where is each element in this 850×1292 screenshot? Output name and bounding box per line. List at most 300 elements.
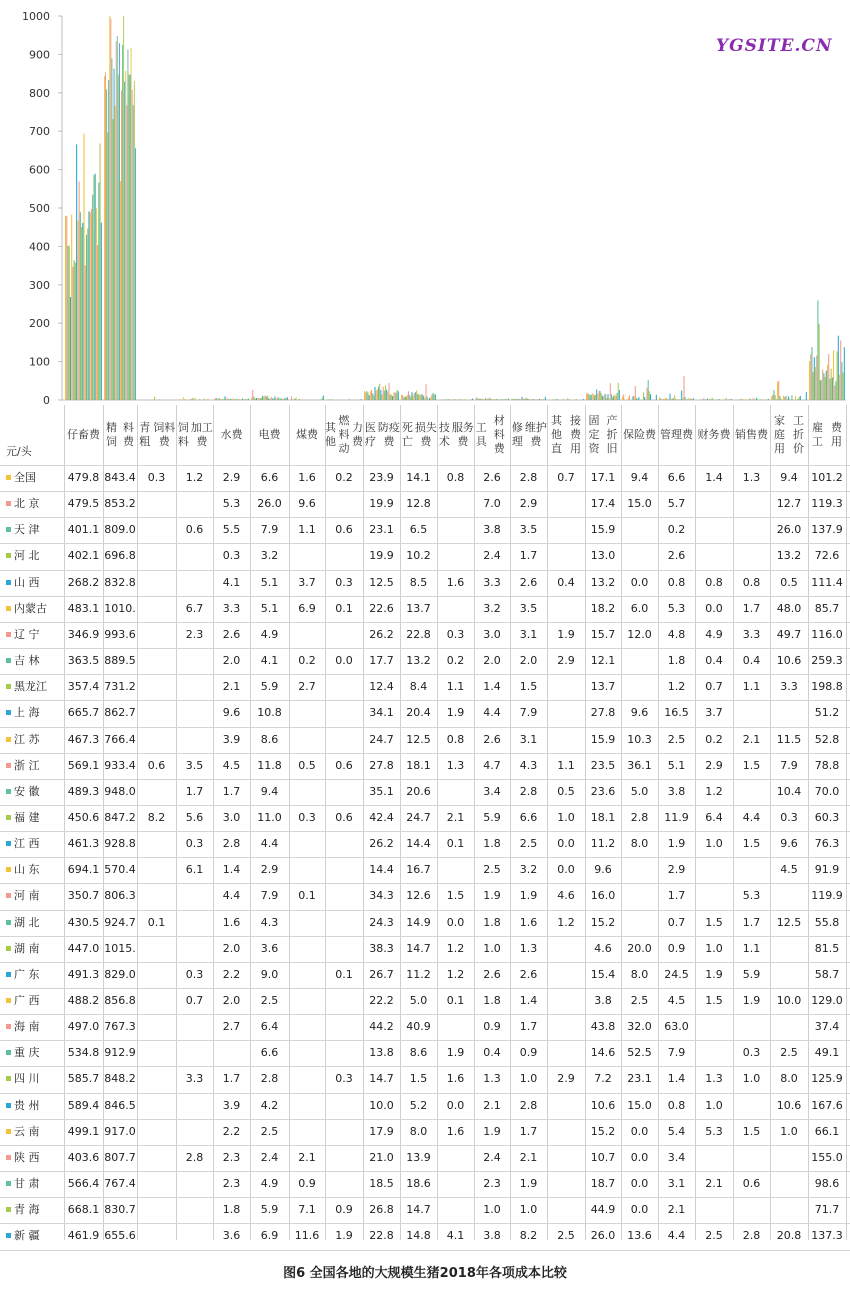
- bar: [278, 397, 279, 400]
- bar: [498, 399, 499, 400]
- legend-swatch: [6, 763, 11, 768]
- column-header-text: 饲料: [177, 421, 189, 448]
- table-cell: 1.8: [483, 994, 501, 1007]
- table-cell: 14.6: [590, 1046, 616, 1060]
- table-cell: 16.5: [664, 706, 689, 720]
- table-cell: [733, 1093, 770, 1119]
- table-cell: 766.4: [104, 732, 136, 746]
- table-cell: 18.2: [590, 601, 616, 615]
- bar: [689, 399, 690, 400]
- bar: [131, 48, 132, 400]
- column-header-text: 煤费: [296, 428, 318, 441]
- column-header-text: 料费: [123, 421, 134, 448]
- table-cell: 0.5: [780, 575, 798, 589]
- column-header: [213, 405, 250, 465]
- table-cell: 0.3: [222, 549, 241, 563]
- table-cell: 268.2: [67, 575, 100, 589]
- table-cell: 0.0: [446, 915, 465, 929]
- column-header-text: 维护费: [524, 421, 547, 448]
- table-cell: 479.8: [67, 471, 100, 484]
- table-cell: [289, 1093, 325, 1119]
- bar: [480, 399, 481, 400]
- bar: [834, 386, 835, 400]
- bar: [184, 399, 185, 400]
- bar: [520, 399, 521, 400]
- table-cell: [325, 622, 363, 648]
- row-label: 山 西: [14, 575, 40, 589]
- table-cell: 66.1: [814, 1124, 840, 1138]
- table-cell: [213, 1040, 250, 1066]
- bar: [833, 350, 834, 400]
- bar: [785, 396, 786, 400]
- bar: [586, 393, 587, 400]
- table-cell: 447.0: [67, 941, 100, 955]
- table-cell: 49.1: [814, 1046, 840, 1060]
- table-cell: [137, 779, 176, 805]
- table-cell: 1.5: [742, 758, 761, 772]
- table-cell: 2.6: [667, 549, 686, 563]
- bar: [753, 398, 754, 400]
- bar: [487, 398, 488, 400]
- bar: [543, 399, 544, 400]
- bar: [427, 397, 428, 400]
- bar: [433, 393, 434, 400]
- table-cell: [289, 727, 325, 753]
- bar: [257, 398, 258, 400]
- table-cell: 9.4: [780, 471, 798, 484]
- column-header-text: 电费: [258, 428, 281, 441]
- table-cell: [621, 648, 658, 674]
- bar: [79, 181, 80, 400]
- table-cell: 1.4: [483, 680, 501, 694]
- table-cell: [176, 1014, 213, 1040]
- table-cell: 60.3: [814, 810, 840, 824]
- table-cell: 14.1: [406, 471, 431, 484]
- bar: [283, 399, 284, 400]
- bar: [82, 223, 83, 400]
- table-cell: 14.7: [406, 1203, 431, 1217]
- bar: [246, 399, 247, 400]
- table-cell: 3.3: [222, 601, 241, 615]
- table-cell: 13.9: [406, 1150, 431, 1164]
- bar: [457, 399, 458, 400]
- bar: [707, 399, 708, 400]
- bar: [305, 399, 306, 400]
- bar: [538, 399, 539, 400]
- bar: [638, 397, 639, 400]
- table-cell: 16.7: [406, 863, 431, 877]
- y-tick-label: 500: [29, 202, 50, 215]
- bar: [219, 398, 220, 400]
- table-cell: 49.7: [776, 627, 802, 641]
- bar: [377, 389, 378, 400]
- table-cell: 5.1: [260, 601, 279, 615]
- table-cell: 167.6: [811, 1098, 843, 1112]
- table-cell: 2.5: [260, 1124, 279, 1138]
- y-tick-label: 400: [29, 240, 50, 254]
- row-label: 云 南: [14, 1124, 40, 1138]
- table-cell: 26.0: [257, 497, 282, 511]
- bar: [688, 398, 689, 400]
- table-cell: 1.7: [519, 1124, 538, 1138]
- bar: [531, 399, 532, 400]
- bar: [504, 399, 505, 400]
- bar: [459, 399, 460, 400]
- table-cell: 479.5: [67, 497, 100, 511]
- bar: [691, 399, 692, 400]
- table-cell: [695, 857, 733, 883]
- table-cell: 72.6: [814, 549, 840, 563]
- table-cell: 2.1: [298, 1150, 316, 1164]
- table-cell: 1.6: [298, 471, 316, 484]
- table-cell: 1.0: [519, 1072, 538, 1086]
- bar: [594, 395, 595, 400]
- table-cell: [695, 491, 733, 517]
- column-header-text: 仔畜费: [67, 428, 100, 441]
- table-cell: 101.2: [811, 471, 843, 484]
- bar: [606, 398, 607, 400]
- bar: [319, 399, 320, 400]
- table-cell: 4.1: [446, 1229, 465, 1243]
- bar: [349, 399, 350, 400]
- bar: [485, 398, 486, 400]
- bar: [419, 394, 420, 400]
- legend-swatch: [6, 920, 11, 925]
- bar: [784, 397, 785, 400]
- table-cell: 6.4: [260, 1020, 279, 1034]
- bar: [270, 399, 271, 400]
- table-cell: 2.6: [483, 471, 501, 484]
- bar: [839, 375, 840, 400]
- table-cell: 44.2: [369, 1020, 394, 1034]
- table-cell: 2.5: [260, 994, 279, 1007]
- bar: [476, 397, 477, 400]
- table-cell: 2.1: [519, 1150, 538, 1164]
- bar: [731, 399, 732, 400]
- table-cell: 5.3: [667, 601, 686, 615]
- legend-swatch: [6, 1207, 11, 1212]
- row-label: 甘 肃: [14, 1177, 40, 1191]
- bar: [393, 393, 394, 400]
- bar: [664, 399, 665, 400]
- bar: [482, 399, 483, 400]
- table-cell: 37.4: [814, 1020, 840, 1034]
- bar: [679, 399, 680, 400]
- column-header: [250, 405, 289, 465]
- bar: [667, 399, 668, 400]
- bar: [84, 133, 85, 400]
- table-cell: 847.2: [104, 810, 136, 824]
- table-cell: 589.4: [67, 1098, 100, 1112]
- bar: [154, 397, 155, 400]
- bar: [660, 398, 661, 400]
- table-cell: 830.7: [104, 1203, 136, 1217]
- bar: [524, 398, 525, 400]
- bar: [239, 399, 240, 400]
- bar: [398, 391, 399, 400]
- table-cell: 26.0: [776, 523, 802, 537]
- table-cell: 2.9: [705, 758, 723, 772]
- table-cell: [547, 1014, 585, 1040]
- bar: [207, 399, 208, 400]
- table-cell: 2.9: [557, 654, 575, 668]
- column-header-text: 修理: [511, 421, 523, 448]
- table-cell: 15.2: [590, 915, 616, 929]
- table-cell: [176, 1197, 213, 1223]
- bar: [497, 399, 498, 400]
- bar: [376, 391, 377, 400]
- bar: [361, 399, 362, 400]
- row-label: 辽 宁: [14, 627, 40, 641]
- table-cell: [733, 1145, 770, 1171]
- table-cell: 14.9: [406, 915, 431, 929]
- table-cell: 11.9: [664, 810, 689, 824]
- bar: [291, 396, 292, 400]
- bar: [234, 399, 235, 400]
- table-cell: 3.1: [667, 1177, 686, 1191]
- table-cell: 7.9: [667, 1046, 686, 1060]
- bar: [743, 399, 744, 400]
- bar: [120, 181, 121, 400]
- bar: [407, 395, 408, 400]
- bar: [331, 399, 332, 400]
- table-cell: 5.4: [667, 1124, 686, 1138]
- bar: [121, 90, 122, 400]
- table-cell: 22.2: [369, 994, 394, 1007]
- table-cell: 928.8: [104, 837, 136, 851]
- table-cell: 8.0: [630, 837, 649, 851]
- bar: [266, 396, 267, 400]
- bar: [252, 390, 253, 400]
- table-cell: 5.0: [409, 994, 428, 1007]
- data-table: [0, 405, 850, 1243]
- bar: [117, 36, 118, 400]
- bar: [523, 399, 524, 400]
- bar: [501, 399, 502, 400]
- table-cell: 6.1: [185, 863, 204, 877]
- table-cell: 0.1: [298, 889, 316, 903]
- bar: [237, 399, 238, 400]
- table-cell: 2.9: [667, 863, 686, 877]
- table-cell: 0.9: [483, 1020, 501, 1034]
- bar: [541, 399, 542, 400]
- table-cell: 2.1: [742, 732, 761, 746]
- table-cell: 2.5: [483, 863, 501, 877]
- table-cell: [770, 1014, 808, 1040]
- bar: [838, 336, 839, 400]
- bar: [199, 399, 200, 400]
- table-cell: 2.0: [519, 654, 538, 668]
- bar: [298, 399, 299, 400]
- bar: [409, 395, 410, 400]
- bar: [517, 399, 518, 400]
- table-cell: [770, 883, 808, 909]
- table-cell: 461.3: [67, 837, 100, 851]
- table-cell: 1.7: [222, 784, 241, 798]
- table-cell: [621, 857, 658, 883]
- table-cell: [695, 883, 733, 909]
- table-cell: 52.5: [627, 1046, 652, 1060]
- bar: [486, 399, 487, 400]
- y-tick-label: 300: [29, 278, 50, 292]
- bar: [810, 354, 811, 400]
- y-tick-label: 700: [29, 125, 50, 139]
- bar: [746, 399, 747, 400]
- bar: [776, 399, 777, 400]
- table-cell: 2.5: [667, 732, 686, 746]
- bar: [713, 399, 714, 400]
- table-cell: 12.6: [406, 889, 431, 903]
- table-cell: 2.5: [705, 1229, 723, 1243]
- table-cell: [325, 700, 363, 726]
- bar: [385, 385, 386, 400]
- legend-swatch: [6, 789, 11, 794]
- bar: [284, 398, 285, 400]
- table-cell: 1.6: [446, 1124, 465, 1138]
- table-cell: 5.9: [742, 967, 761, 981]
- table-cell: [325, 831, 363, 857]
- table-cell: 0.3: [147, 471, 166, 484]
- bar: [708, 399, 709, 400]
- table-cell: 3.2: [483, 601, 501, 615]
- bar: [274, 397, 275, 400]
- bar: [292, 399, 293, 400]
- bar: [91, 209, 92, 400]
- table-cell: 3.6: [260, 941, 279, 955]
- bar: [251, 397, 252, 400]
- bar: [506, 399, 507, 400]
- table-cell: 0.3: [335, 1072, 353, 1086]
- column-header-text: 损失费: [414, 421, 437, 448]
- table-cell: 20.4: [406, 706, 431, 720]
- table-cell: 18.6: [406, 1177, 431, 1191]
- bar: [446, 399, 447, 400]
- bar: [71, 214, 72, 400]
- table-cell: 43.8: [590, 1020, 616, 1034]
- bar: [221, 399, 222, 400]
- table-cell: 2.4: [483, 549, 501, 563]
- table-cell: 1.7: [519, 549, 538, 563]
- table-cell: 1.4: [705, 471, 723, 484]
- table-cell: 5.3: [222, 497, 241, 511]
- legend-swatch: [6, 658, 11, 663]
- bar: [90, 213, 91, 400]
- table-cell: 1.0: [742, 1072, 761, 1086]
- table-cell: 1.0: [705, 941, 723, 955]
- bar: [799, 397, 800, 400]
- column-header-text: 精饲: [106, 421, 117, 448]
- bar: [536, 399, 537, 400]
- table-cell: [621, 910, 658, 936]
- column-header: [808, 405, 846, 465]
- table-cell: 13.7: [406, 601, 431, 615]
- table-cell: 1.1: [446, 680, 465, 694]
- table-cell: 1.7: [742, 601, 761, 615]
- table-cell: 1.7: [519, 1020, 538, 1034]
- bar: [435, 394, 436, 400]
- bar: [666, 398, 667, 400]
- y-tick-label: 100: [29, 355, 50, 369]
- table-cell: 44.9: [590, 1203, 616, 1217]
- row-label: 福 建: [14, 810, 40, 824]
- bar: [493, 399, 494, 400]
- table-cell: 5.0: [630, 784, 649, 798]
- table-cell: 8.4: [409, 680, 428, 694]
- table-cell: [325, 779, 363, 805]
- table-cell: 1.2: [185, 471, 204, 484]
- bar: [130, 75, 131, 400]
- bar: [323, 396, 324, 400]
- bar: [556, 399, 557, 400]
- table-cell: 0.4: [557, 575, 575, 589]
- bar: [401, 395, 402, 400]
- table-cell: 668.1: [67, 1203, 100, 1217]
- table-cell: 1010.: [104, 601, 136, 615]
- table-cell: 1.2: [446, 941, 465, 955]
- table-cell: 0.3: [335, 575, 353, 589]
- table-cell: 731.2: [104, 680, 136, 694]
- bar: [445, 399, 446, 400]
- bar: [65, 216, 66, 400]
- table-cell: 1.2: [446, 967, 465, 981]
- table-cell: 42.4: [369, 810, 394, 824]
- bar: [369, 395, 370, 400]
- bar: [461, 399, 462, 400]
- bar: [703, 398, 704, 400]
- bar: [593, 394, 594, 400]
- bar: [837, 352, 838, 400]
- bar: [118, 75, 119, 400]
- table-cell: 3.9: [222, 1098, 241, 1112]
- table-cell: [733, 1197, 770, 1223]
- table-cell: 450.6: [67, 810, 100, 824]
- table-cell: 4.7: [483, 758, 501, 772]
- bar: [791, 395, 792, 400]
- table-cell: 26.2: [369, 837, 394, 851]
- bar: [537, 399, 538, 400]
- table-cell: 2.3: [222, 1177, 241, 1191]
- table-cell: 0.0: [335, 654, 353, 668]
- table-cell: [289, 988, 325, 1014]
- table-cell: 3.8: [483, 1229, 501, 1243]
- bar: [637, 399, 638, 400]
- table-cell: 1.9: [667, 837, 686, 851]
- table-cell: 4.4: [222, 889, 241, 903]
- table-cell: 401.1: [67, 523, 100, 537]
- table-cell: 2.1: [667, 1203, 686, 1217]
- bar: [390, 395, 391, 400]
- bar: [233, 398, 234, 400]
- table-cell: 18.5: [369, 1177, 394, 1191]
- table-cell: 5.9: [260, 680, 279, 694]
- row-label: 重 庆: [14, 1046, 40, 1060]
- table-cell: 259.3: [811, 654, 843, 668]
- legend-swatch: [6, 632, 11, 637]
- table-cell: [176, 910, 213, 936]
- bar: [366, 391, 367, 400]
- table-cell: 3.3: [780, 680, 798, 694]
- table-cell: 26.8: [369, 1203, 394, 1217]
- bar: [236, 399, 237, 400]
- table-cell: 2.9: [519, 497, 538, 511]
- table-cell: 467.3: [67, 732, 100, 746]
- table-cell: 20.8: [776, 1229, 802, 1243]
- row-label: 陕 西: [14, 1150, 40, 1164]
- bar: [295, 399, 296, 400]
- table-cell: 3.8: [594, 994, 612, 1007]
- table-cell: [437, 491, 474, 517]
- table-cell: 4.4: [742, 810, 761, 824]
